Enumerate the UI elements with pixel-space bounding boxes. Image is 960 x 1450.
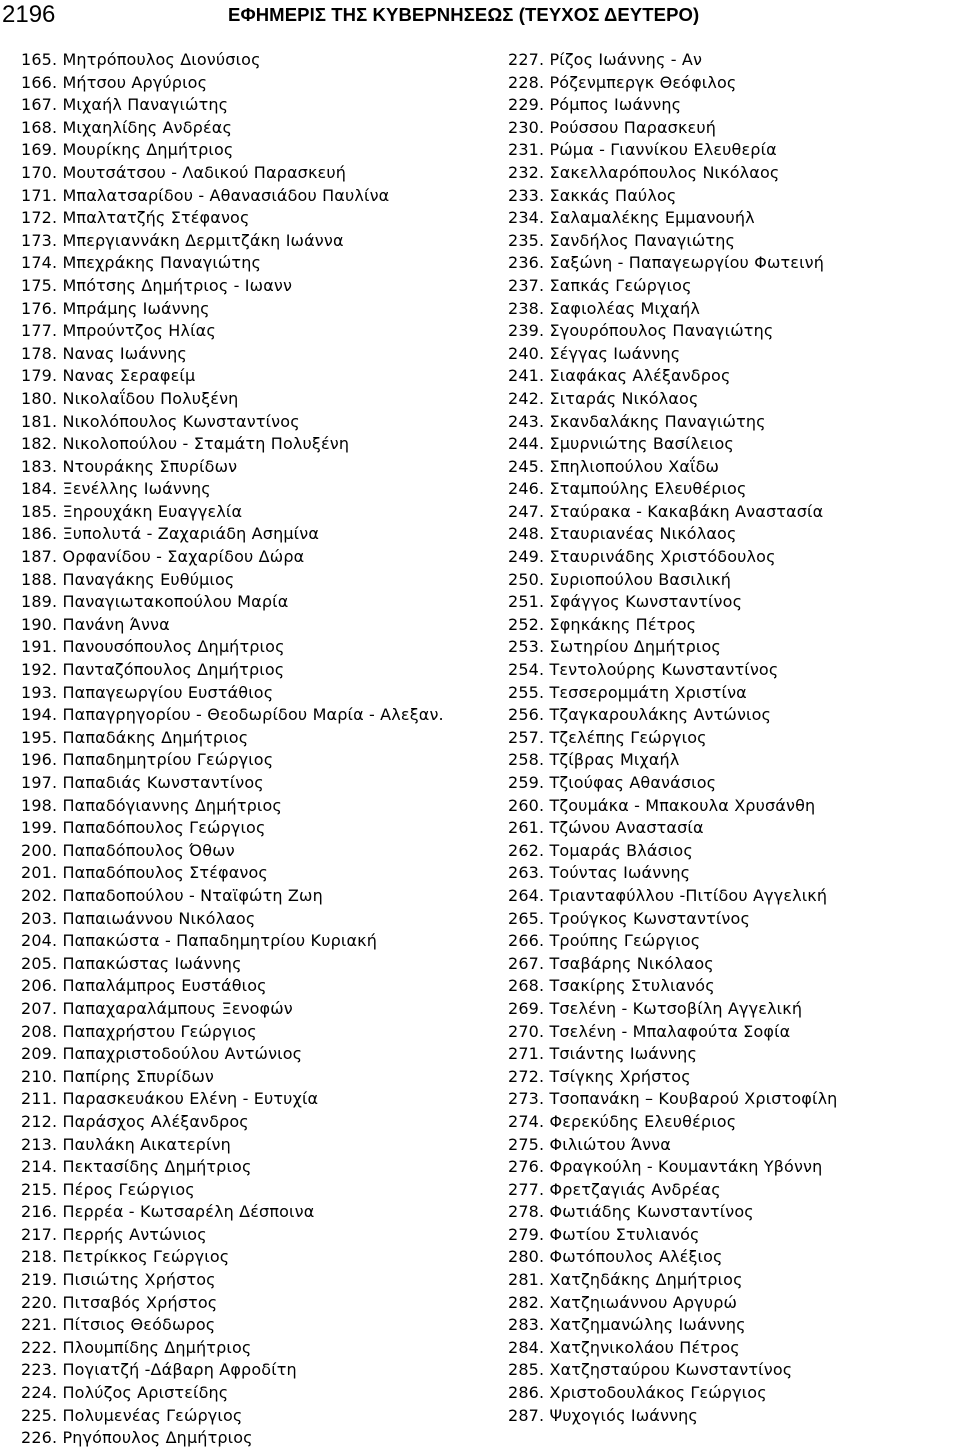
list-item: 282. Χατζηιωάννου Αργυρώ	[508, 1292, 738, 1312]
list-item: 188. Παναγάκης Ευθύμιος	[21, 569, 235, 589]
list-item: 255. Τεσσερομμάτη Χριστίνα	[508, 682, 747, 702]
list-item: 260. Τζουμάκα - Μπακουλα Χρυσάνθη	[508, 795, 816, 815]
list-item: 226. Ρηγόπουλος Δημήτριος	[21, 1428, 253, 1448]
list-item: 271. Τσιάντης Ιωάννης	[508, 1044, 697, 1064]
list-item: 273. Τσοπανάκη – Κουβαρού Χριστοφίλη	[508, 1089, 838, 1109]
left-column-list	[21, 49, 481, 1450]
list-item: 245. Σπηλιοπούλου Χαΐδω	[508, 456, 720, 476]
list-item: 230. Ρούσσου Παρασκευή	[508, 117, 717, 137]
list-item: 266. Τρούπης Γεώργιος	[508, 931, 701, 951]
list-item: 258. Τζίβρας Μιχαήλ	[508, 750, 680, 770]
list-item: 193. Παπαγεωργίου Ευστάθιος	[21, 682, 274, 702]
list-item: 219. Πισιώτης Χρήστος	[21, 1270, 216, 1290]
list-item: 218. Πετρίκκος Γεώργιος	[21, 1247, 230, 1267]
right-column-list	[508, 49, 958, 1427]
list-item: 232. Σακελλαρόπουλος Νικόλαος	[508, 162, 780, 182]
list-item: 212. Παράσχος Αλέξανδρος	[21, 1111, 249, 1131]
list-item: 269. Τσελένη - Κωτσοβίλη Αγγελική	[508, 998, 803, 1018]
list-item: 215. Πέρος Γεώργιος	[21, 1179, 195, 1199]
list-item: 195. Παπαδάκης Δημήτριος	[21, 727, 249, 747]
page-number: 2196	[2, 1, 56, 28]
list-item: 244. Σμυρνιώτης Βασίλειος	[508, 434, 734, 454]
list-item: 248. Σταυριανέας Νικόλαος	[508, 524, 737, 544]
list-item: 228. Ρόζενμπεργκ Θεόφιλος	[508, 72, 737, 92]
list-item: 210. Παπίρης Σπυρίδων	[21, 1066, 214, 1086]
list-item: 189. Παναγιωτακοπούλου Μαρία	[21, 592, 289, 612]
list-item: 262. Τομαράς Βλάσιος	[508, 840, 693, 860]
list-item: 257. Τζελέπης Γεώργιος	[508, 727, 707, 747]
list-item: 276. Φραγκούλη - Κουμαντάκη Υβόννη	[508, 1157, 823, 1177]
list-item: 254. Τεντολούρης Κωνσταντίνος	[508, 660, 779, 680]
list-item: 168. Μιχαηλίδης Ανδρέας	[21, 117, 233, 137]
list-item: 240. Σέγγας Ιωάννης	[508, 343, 681, 363]
list-item: 211. Παρασκευάκου Ελένη - Ευτυχία	[21, 1089, 319, 1109]
list-item: 178. Νανας Ιωάννης	[21, 343, 187, 363]
list-item: 270. Τσελένη - Μπαλαφούτα Σοφία	[508, 1021, 791, 1041]
list-item: 174. Μπεχράκης Παναγιώτης	[21, 253, 262, 273]
list-item: 243. Σκανδαλάκης Παναγιώτης	[508, 411, 766, 431]
list-item: 234. Σαλαμαλέκης Εμμανουήλ	[508, 208, 755, 228]
list-item: 209. Παπαχριστοδούλου Αντώνιος	[21, 1044, 303, 1064]
list-item: 166. Μήτσου Αργύριος	[21, 72, 208, 92]
list-item: 246. Σταμπούλης Ελευθέριος	[508, 479, 747, 499]
list-item: 217. Περρής Αντώνιος	[21, 1224, 207, 1244]
list-item: 280. Φωτόπουλος Αλέξιος	[508, 1247, 723, 1267]
list-item: 208. Παπαχρήστου Γεώργιος	[21, 1021, 257, 1041]
list-item: 263. Τούντας Ιωάννης	[508, 863, 691, 883]
list-item: 204. Παπακώστα - Παπαδημητρίου Κυριακή	[21, 931, 378, 951]
list-item: 192. Πανταζόπουλος Δημήτριος	[21, 660, 285, 680]
list-item: 182. Νικολοπούλου - Σταμάτη Πολυξένη	[21, 434, 350, 454]
list-item: 284. Χατζηνικολάου Πέτρος	[508, 1337, 740, 1357]
list-item: 283. Χατζημανώλης Ιωάννης	[508, 1315, 746, 1335]
list-item: 237. Σαπκάς Γεώργιος	[508, 275, 692, 295]
list-item: 201. Παπαδόπουλος Στέφανος	[21, 863, 268, 883]
list-item: 272. Τσίγκης Χρήστος	[508, 1066, 691, 1086]
list-item: 235. Σανδήλος Παναγιώτης	[508, 230, 736, 250]
list-item: 214. Πεκτασίδης Δημήτριος	[21, 1157, 252, 1177]
list-item: 239. Σγουρόπουλος Παναγιώτης	[508, 321, 774, 341]
list-item: 185. Ξηρουχάκη Ευαγγελία	[21, 501, 243, 521]
list-item: 213. Παυλάκη Αικατερίνη	[21, 1134, 231, 1154]
list-item: 242. Σιταράς Νικόλαος	[508, 388, 699, 408]
list-item: 287. Ψυχογιός Ιωάννης	[508, 1405, 698, 1425]
list-item: 238. Σαφιολέας Μιχαήλ	[508, 298, 701, 318]
gazette-title: ΕΦΗΜΕΡΙΣ ΤΗΣ ΚΥΒΕΡΝΗΣΕΩΣ (ΤΕΥΧΟΣ ΔΕΥΤΕΡΟ)	[228, 4, 700, 25]
list-item: 224. Πολύζος Αριστείδης	[21, 1383, 229, 1403]
list-item: 194. Παπαγρηγορίου - Θεοδωρίδου Μαρία - Αλεξαν.	[21, 705, 444, 725]
list-item: 233. Σακκάς Παύλος	[508, 185, 677, 205]
list-item: 198. Παπαδόγιαννης Δημήτριος	[21, 795, 282, 815]
list-item: 261. Τζώνου Αναστασία	[508, 818, 704, 838]
page-header	[0, 0, 960, 34]
list-item: 279. Φωτίου Στυλιανός	[508, 1224, 700, 1244]
list-item: 247. Σταύρακα - Κακαβάκη Αναστασία	[508, 501, 824, 521]
list-item: 177. Μπρούντζος Ηλίας	[21, 321, 216, 341]
list-item: 250. Συριοπούλου Βασιλική	[508, 569, 731, 589]
list-item: 267. Τσαβάρης Νικόλαος	[508, 953, 714, 973]
list-item: 179. Νανας Σεραφείμ	[21, 366, 196, 386]
list-item: 167. Μιχαήλ Παναγιώτης	[21, 95, 229, 115]
list-item: 187. Ορφανίδου - Σαχαρίδου Δώρα	[21, 547, 305, 567]
list-item: 170. Μουτσάτσου - Λαδικού Παρασκευή	[21, 162, 347, 182]
list-item: 251. Σφάγγος Κωνσταντίνος	[508, 592, 743, 612]
list-item: 274. Φερεκύδης Ελευθέριος	[508, 1111, 737, 1131]
list-item: 183. Ντουράκης Σπυρίδων	[21, 456, 238, 476]
list-item: 223. Πογιατζή -Δάβαρη Αφροδίτη	[21, 1360, 297, 1380]
list-item: 169. Μουρίκης Δημήτριος	[21, 140, 234, 160]
list-item: 252. Σφηκάκης Πέτρος	[508, 614, 697, 634]
list-item: 196. Παπαδημητρίου Γεώργιος	[21, 750, 274, 770]
list-item: 184. Ξενέλλης Ιωάννης	[21, 479, 211, 499]
list-item: 171. Μπαλατσαρίδου - Αθανασιάδου Παυλίνα	[21, 185, 390, 205]
list-item: 265. Τρούγκος Κωνσταντίνος	[508, 908, 751, 928]
list-item: 176. Μπράμης Ιωάννης	[21, 298, 210, 318]
list-item: 281. Χατζηδάκης Δημήτριος	[508, 1270, 743, 1290]
list-item: 277. Φρετζαγιάς Ανδρέας	[508, 1179, 721, 1199]
list-item: 229. Ρόμπος Ιωάννης	[508, 95, 682, 115]
list-item: 180. Νικολαΐδου Πολυξένη	[21, 388, 239, 408]
list-item: 202. Παπαδοπούλου - Νταϊφώτη Ζωη	[21, 885, 323, 905]
list-item: 268. Τσακίρης Στυλιανός	[508, 976, 715, 996]
list-item: 256. Τζαγκαρουλάκης Αντώνιος	[508, 705, 772, 725]
list-item: 172. Μπαλτατζής Στέφανος	[21, 208, 250, 228]
list-item: 203. Παπαιωάννου Νικόλαος	[21, 908, 256, 928]
list-item: 197. Παπαδιάς Κωνσταντίνος	[21, 773, 264, 792]
list-item: 249. Σταυρινάδης Χριστόδουλος	[508, 547, 776, 567]
list-item: 241. Σιαφάκας Αλέξανδρος	[508, 366, 731, 386]
list-item: 205. Παπακώστας Ιωάννης	[21, 953, 242, 973]
list-item: 186. Ξυπολυτά - Ζαχαριάδη Ασημίνα	[21, 524, 320, 544]
list-item: 216. Περρέα - Κωτσαρέλη Δέσποινα	[21, 1202, 315, 1222]
list-item: 286. Χριστοδουλάκος Γεώργιος	[508, 1383, 767, 1403]
list-item: 175. Μπότσης Δημήτριος - Ιωανν	[21, 275, 293, 295]
list-item: 191. Πανουσόπουλος Δημήτριος	[21, 637, 285, 657]
list-item: 207. Παπαχαραλάμπους Ξενοφών	[21, 998, 293, 1018]
list-item: 199. Παπαδόπουλος Γεώργιος	[21, 818, 266, 838]
list-item: 236. Σαξώνη - Παπαγεωργίου Φωτεινή	[508, 253, 825, 273]
list-item: 222. Πλουμπίδης Δημήτριος	[21, 1337, 252, 1357]
list-item: 225. Πολυμενέας Γεώργιος	[21, 1405, 243, 1425]
list-item: 231. Ρώμα - Γιαννίκου Ελευθερία	[508, 140, 777, 160]
list-item: 165. Μητρόπουλος Διονύσιος	[21, 50, 261, 69]
list-item: 285. Χατζησταύρου Κωνσταντίνος	[508, 1360, 793, 1380]
list-item: 264. Τριανταφύλλου -Πιτίδου Αγγελική	[508, 885, 828, 905]
list-item: 190. Πανάνη Άννα	[21, 614, 170, 634]
list-item: 173. Μπεργιαννάκη Δερμιτζάκη Ιωάννα	[21, 230, 344, 250]
list-item: 253. Σωτηρίου Δημήτριος	[508, 637, 721, 657]
list-item: 275. Φιλιώτου Άννα	[508, 1134, 671, 1154]
list-item: 227. Ρίζος Ιωάννης - Αν	[508, 50, 703, 69]
list-item: 181. Νικολόπουλος Κωνσταντίνος	[21, 411, 300, 431]
list-item: 221. Πίτσιος Θεόδωρος	[21, 1315, 216, 1335]
list-item: 220. Πιτσαβός Χρήστος	[21, 1292, 218, 1312]
list-item: 278. Φωτιάδης Κωνσταντίνος	[508, 1202, 754, 1222]
list-item: 259. Τζιούφας Αθανάσιος	[508, 773, 717, 792]
list-item: 206. Παπαλάμπρος Ευστάθιος	[21, 976, 267, 996]
list-item: 200. Παπαδόπουλος Όθων	[21, 840, 235, 860]
